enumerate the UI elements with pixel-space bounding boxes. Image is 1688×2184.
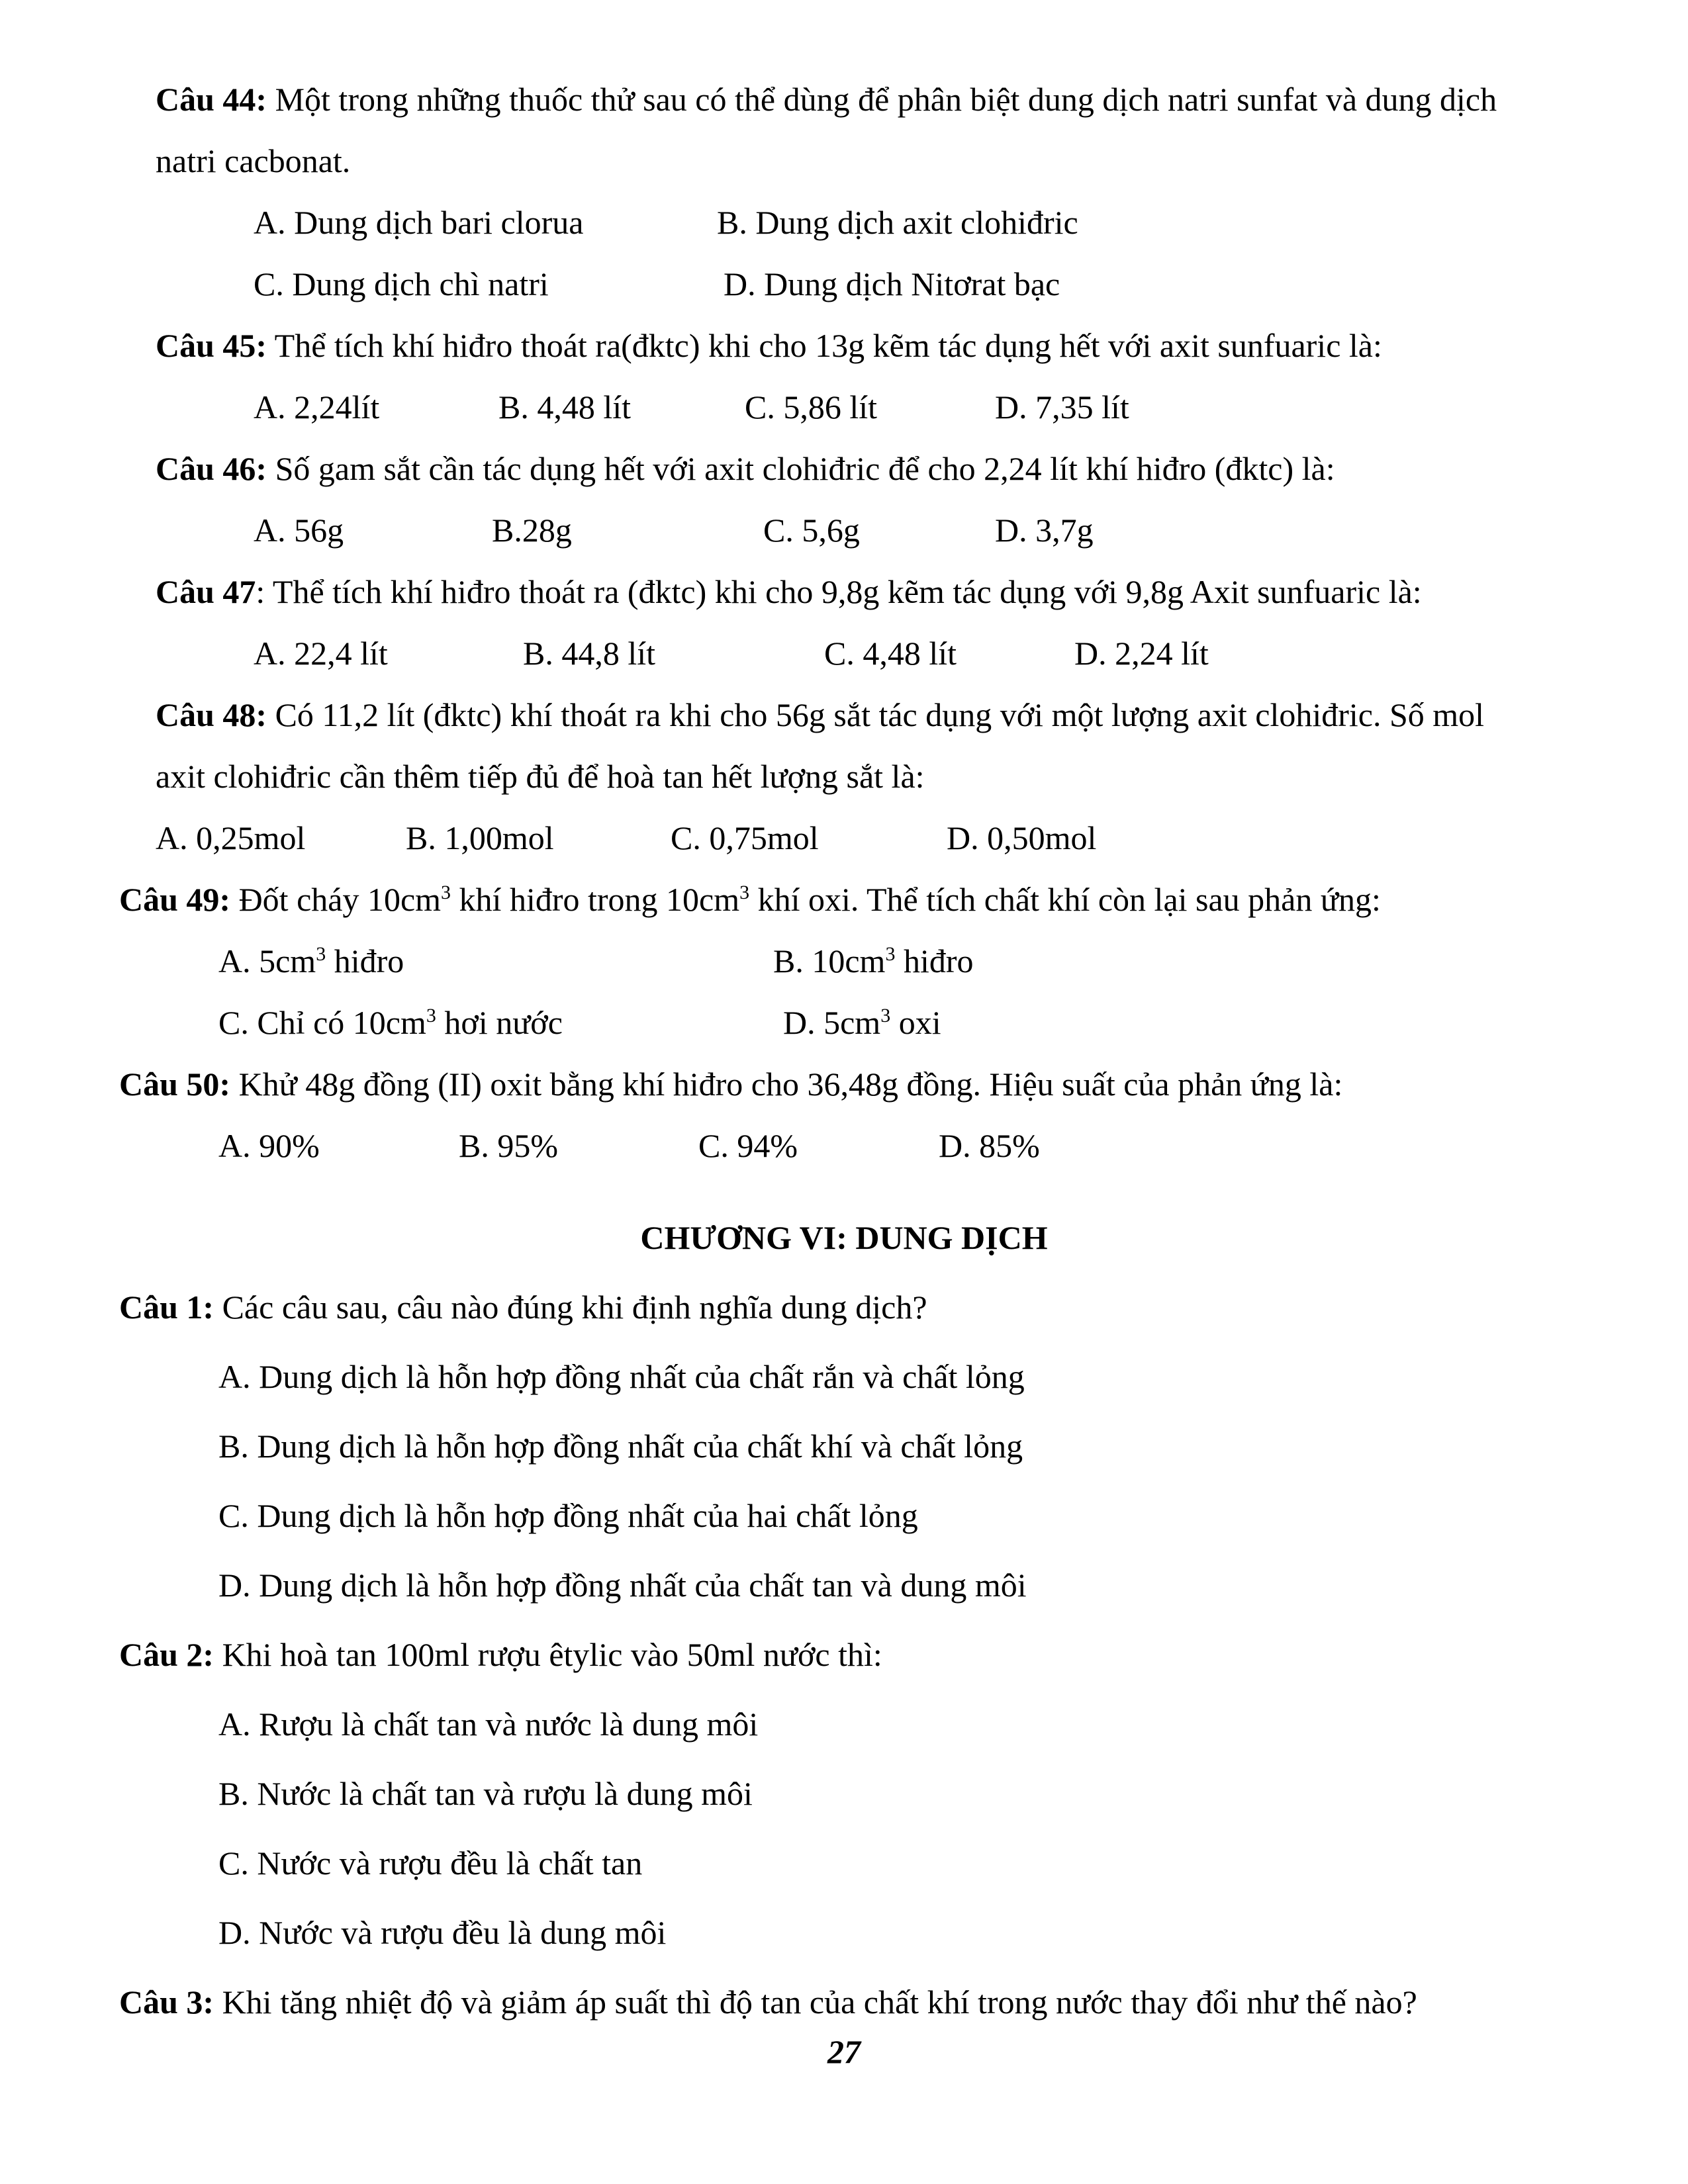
option-d: D. Nước và rượu đều là dung môi	[218, 1914, 667, 1951]
option-a	[218, 941, 404, 981]
option-c: C. Nước và rượu đều là chất tan	[218, 1844, 643, 1882]
option-b: B.28g	[492, 512, 572, 549]
question-1	[119, 1287, 927, 1327]
option-a: A. 2,24lít	[254, 388, 380, 426]
question-text: Đốt cháy 10cm	[230, 881, 442, 918]
option-text: oxi	[890, 1004, 941, 1041]
option-c: C. 94%	[698, 1127, 798, 1164]
question-label: Câu 2:	[119, 1636, 214, 1673]
question-text: khí hiđro trong 10cm	[451, 881, 740, 918]
question-text-cont: natri cacbonat.	[156, 142, 351, 179]
option-text: C. Chỉ có 10cm	[218, 1004, 426, 1041]
question-47	[156, 572, 1422, 612]
question-3	[119, 1982, 1417, 2022]
option-text: hiđro	[326, 942, 404, 979]
question-text: khí oxi. Thể tích chất khí còn lại sau phản ứng:	[749, 881, 1381, 918]
question-text: Có 11,2 lít (đktc) khí thoát ra khi cho 56g sắt tác dụng với một lượng axit clohiđric. Số mol	[267, 696, 1485, 733]
question-text: Khi hoà tan 100ml rượu êtylic vào 50ml nước thì:	[214, 1636, 882, 1673]
superscript: 3	[426, 1005, 436, 1026]
option-d: D. Dung dịch là hỗn hợp đồng nhất của chất tan và dung môi	[218, 1567, 1027, 1604]
option-d: D. 3,7g	[995, 512, 1094, 549]
option-c: C. 5,86 lít	[745, 388, 878, 426]
question-label: Câu 50:	[119, 1066, 231, 1103]
option-a: A. 90%	[218, 1127, 320, 1164]
question-label: Câu 44:	[156, 81, 267, 118]
option-a: A. 56g	[254, 512, 344, 549]
option-text: B. 10cm	[773, 942, 886, 979]
option-b: B. 1,00mol	[406, 819, 554, 856]
question-46	[156, 449, 1335, 488]
page-number: 27	[827, 2033, 861, 2070]
option-d: D. 7,35 lít	[995, 388, 1129, 426]
option-c: C. 5,6g	[763, 512, 860, 549]
question-label: Câu 47	[156, 573, 256, 610]
superscript: 3	[880, 1005, 891, 1026]
option-text: D. 5cm	[783, 1004, 881, 1041]
superscript: 3	[885, 943, 896, 965]
question-label: Câu 3:	[119, 1983, 214, 2021]
option-d: D. 0,50mol	[947, 819, 1097, 856]
option-d	[783, 1003, 941, 1042]
question-45	[156, 326, 1382, 365]
question-text: Số gam sắt cần tác dụng hết với axit clohiđric để cho 2,24 lít khí hiđro (đktc) là:	[267, 450, 1335, 487]
option-b: B. Dung dịch là hỗn hợp đồng nhất của chất khí và chất lỏng	[218, 1428, 1023, 1465]
option-c: C. Dung dịch là hỗn hợp đồng nhất của hai chất lỏng	[218, 1497, 918, 1534]
question-label: Câu 46:	[156, 450, 267, 487]
question-text: Các câu sau, câu nào đúng khi định nghĩa dung dịch?	[214, 1289, 927, 1326]
superscript: 3	[739, 882, 750, 903]
option-d: D. 2,24 lít	[1074, 635, 1209, 672]
chapter-title: CHƯƠNG VI: DUNG DỊCH	[640, 1219, 1048, 1256]
option-b	[773, 941, 973, 981]
option-b: B. Nước là chất tan và rượu là dung môi	[218, 1775, 753, 1812]
option-d: D. Dung dịch Nitơrat bạc	[724, 265, 1060, 302]
option-b: B. Dung dịch axit clohiđric	[717, 204, 1078, 241]
question-48	[156, 695, 1484, 735]
superscript: 3	[441, 882, 451, 903]
option-a: A. 0,25mol	[156, 819, 306, 856]
option-d: D. 85%	[939, 1127, 1040, 1164]
option-a: A. 22,4 lít	[254, 635, 388, 672]
question-label: Câu 1:	[119, 1289, 214, 1326]
option-a: A. Rượu là chất tan và nước là dung môi	[218, 1706, 759, 1743]
option-a: A. Dung dịch là hỗn hợp đồng nhất của chất rắn và chất lỏng	[218, 1358, 1025, 1395]
option-text: A. 5cm	[218, 942, 316, 979]
option-text: hơi nước	[436, 1004, 563, 1041]
question-50	[119, 1064, 1342, 1104]
option-text: hiđro	[895, 942, 974, 979]
question-49	[119, 880, 1381, 919]
question-text: Thể tích khí hiđro thoát ra(đktc) khi cho 13g kẽm tác dụng hết với axit sunfuaric là:	[267, 327, 1382, 364]
option-c: C. 0,75mol	[671, 819, 819, 856]
option-b: B. 4,48 lít	[498, 388, 632, 426]
question-label: Câu 45:	[156, 327, 267, 364]
question-text: Khử 48g đồng (II) oxit bằng khí hiđro cho 36,48g đồng. Hiệu suất của phản ứng là:	[230, 1066, 1343, 1103]
option-c: C. Dung dịch chì natri	[254, 265, 549, 302]
question-44	[156, 79, 1497, 119]
option-c	[218, 1003, 563, 1042]
option-a: A. Dung dịch bari clorua	[254, 204, 584, 241]
question-text: Khi tăng nhiệt độ và giảm áp suất thì độ tan của chất khí trong nước thay đổi như thế nào?	[214, 1983, 1417, 2021]
option-b: B. 44,8 lít	[523, 635, 656, 672]
question-2	[119, 1635, 882, 1674]
option-b: B. 95%	[459, 1127, 558, 1164]
superscript: 3	[316, 943, 326, 965]
question-text: : Thể tích khí hiđro thoát ra (đktc) khi cho 9,8g kẽm tác dụng với 9,8g Axit sunfuaric là:	[256, 573, 1422, 610]
option-c: C. 4,48 lít	[824, 635, 957, 672]
question-label: Câu 49:	[119, 881, 231, 918]
question-text-cont: axit clohiđric cần thêm tiếp đủ để hoà tan hết lượng sắt là:	[156, 758, 925, 795]
question-label: Câu 48:	[156, 696, 267, 733]
question-text: Một trong những thuốc thử sau có thể dùng để phân biệt dung dịch natri sunfat và dung dịch	[267, 81, 1497, 118]
